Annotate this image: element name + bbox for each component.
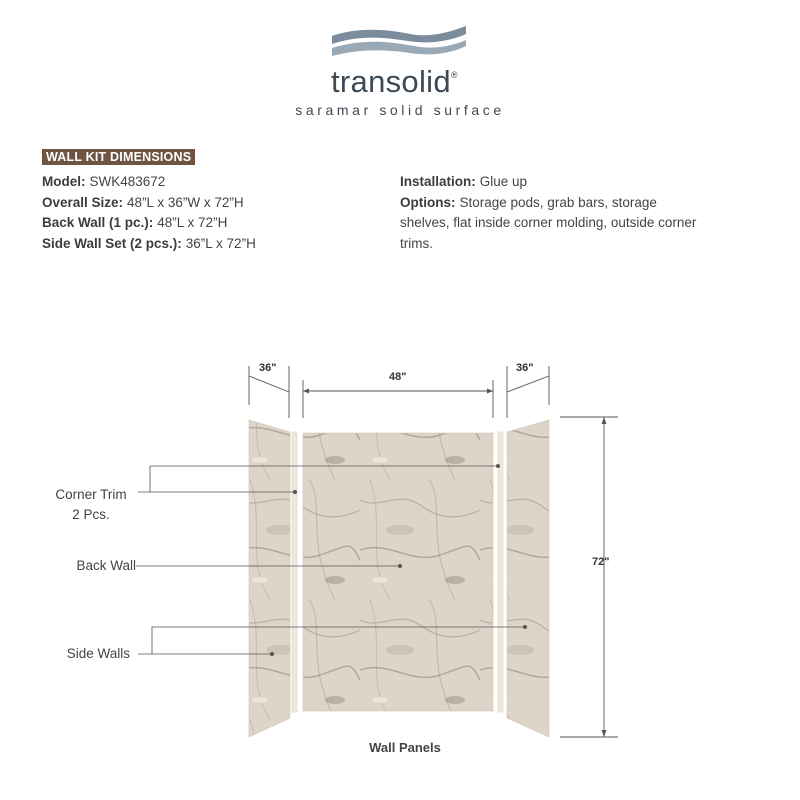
callout-corner-trim-line2: 2 Pcs.	[72, 507, 110, 522]
spec-label: Back Wall (1 pc.):	[42, 215, 154, 230]
spec-label: Overall Size:	[42, 194, 124, 210]
spec-value: Glue up	[479, 174, 528, 189]
dimension-right-width: 36"	[516, 362, 534, 374]
spec-value: 48”L x 36”W x 72”H	[127, 194, 244, 210]
callout-side-walls: Side Walls	[66, 646, 130, 661]
right-corner-trim	[498, 432, 503, 712]
spec-value: SWK483672	[89, 174, 166, 189]
spec-value: Storage pods, grab bars, storage shelves, flat inside corner molding, outside corner trims.	[400, 194, 697, 251]
spec-value: 36”L x 72”H	[185, 235, 256, 251]
brand-tagline: saramar solid surface	[295, 102, 505, 118]
callout-back-wall: Back Wall	[76, 558, 136, 573]
right-side-wall	[507, 420, 549, 737]
diagram-caption: Wall Panels	[369, 740, 441, 755]
section-title: WALL KIT DIMENSIONS	[42, 149, 195, 165]
spec-label: Model:	[42, 174, 86, 189]
spec-label: Side Wall Set (2 pcs.):	[42, 235, 182, 251]
brand-name-text: transolid	[331, 64, 451, 99]
registered-mark: ®	[450, 70, 458, 80]
dimension-back-width: 48"	[389, 371, 407, 383]
dimension-height: 72"	[592, 556, 610, 568]
dimension-left-width: 36"	[259, 362, 277, 374]
spec-value: 48”L x 72”H	[157, 215, 228, 230]
back-wall-panel	[303, 433, 493, 711]
spec-label: Options:	[400, 194, 456, 210]
callout-corner-trim	[44, 485, 138, 525]
callout-corner-trim-line1: Corner Trim	[55, 487, 127, 502]
spec-label: Installation:	[400, 174, 476, 189]
left-side-wall	[249, 420, 290, 737]
left-corner-trim	[292, 432, 297, 712]
